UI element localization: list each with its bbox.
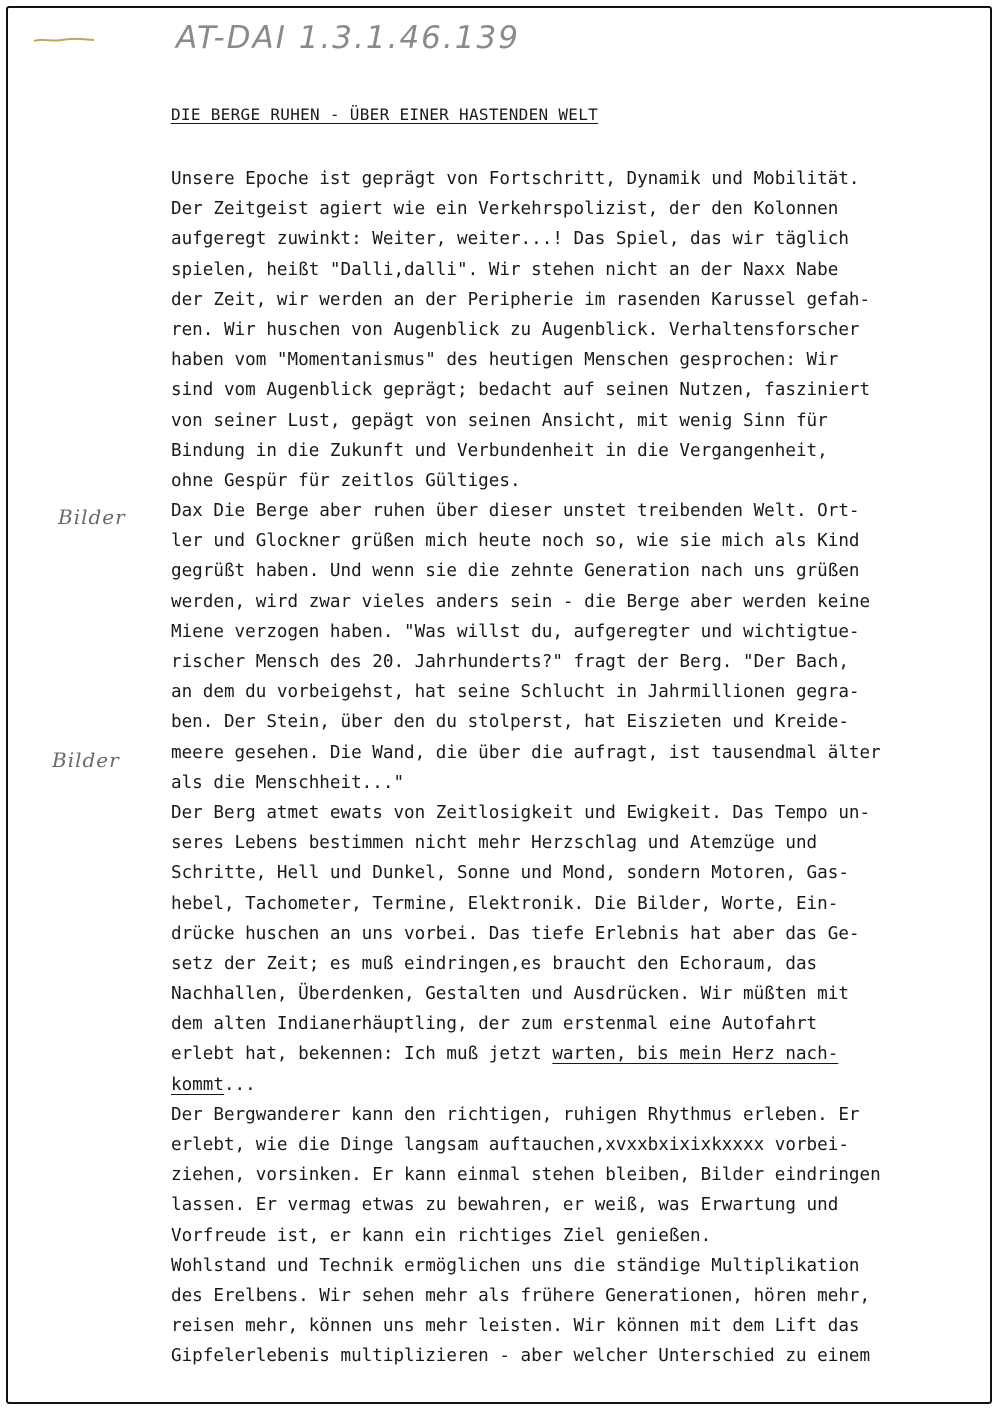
text-line: spielen, heißt "Dalli,dalli". Wir stehen nicht an der Naxx Nabe [171,259,839,280]
text-line: meere gesehen. Die Wand, die über die aufragt, ist tausendmal älter [171,742,881,763]
text-line: Unsere Epoche ist geprägt von Fortschritt, Dynamik und Mobilität. [171,169,860,189]
line-prefix: erlebt hat, bekennen: Ich muß jetzt [171,1044,553,1065]
text-line: der Zeit, wir werden an der Peripherie im rasenden Karussel gefah- [171,289,871,310]
text-line: rischer Mensch des 20. Jahrhunderts?" fragt der Berg. "Der Bach, [171,652,849,672]
text-line: Vorfreude ist, er kann ein richtiges Ziel genießen. [171,1225,712,1246]
underlined-phrase: warten, bis mein Herz nach- [552,1044,839,1065]
text-line: erlebt, wie die Dinge langsam auftauchen,xvxxbxixixkxxxx vorbei- [171,1135,849,1155]
margin-note: Bilder [52,748,120,772]
text-line: ziehen, vorsinken. Er kann einmal stehen bleiben, Bilder eindringen [171,1165,881,1186]
text-line: dem alten Indianerhäuptling, der zum erstenmal eine Autofahrt [171,1014,818,1035]
text-line: setz der Zeit; es muß eindringen,es braucht den Echoraum, das [171,953,818,974]
text-line: werden, wird zwar vieles anders sein - die Berge aber werden keine [171,591,871,612]
text-line: sind vom Augenblick geprägt; bedacht auf seinen Nutzen, fasziniert [171,380,871,401]
text-line: aufgeregt zuwinkt: Weiter, weiter...! Das Spiel, das wir täglich [171,229,849,250]
text-line: lassen. Er vermag etwas zu bewahren, er weiß, was Erwartung und [171,1195,839,1216]
text-line: hebel, Tachometer, Termine, Elektronik. Die Bilder, Worte, Ein- [171,893,839,914]
text-line: Der Berg atmet ewats von Zeitlosigkeit und Ewigkeit. Das Tempo un- [171,802,871,823]
text-line: Gipfelerlebenis multiplizieren - aber welcher Unterschied zu einem [171,1346,871,1367]
text-line-underlined [171,1070,991,1100]
text-line: Der Zeitgeist agiert wie ein Verkehrspolizist, der den Kolonnen [171,199,839,220]
text-line: von seiner Lust, gepägt von seinen Ansicht, mit wenig Sinn für [171,410,828,431]
text-line: seres Lebens bestimmen nicht mehr Herzschlag und Atemzüge und [171,833,818,854]
text-line-underlined [171,1039,991,1069]
text-line: drücke huschen an uns vorbei. Das tiefe Erlebnis hat aber das Ge- [171,923,860,944]
text-line: an dem du vorbeigehst, hat seine Schlucht in Jahrmillionen gegra- [171,682,860,703]
text-line: als die Menschheit..." [171,772,405,793]
text-line: Dax Die Berge aber ruhen über dieser unstet treibenden Welt. Ort- [171,501,860,522]
document-title: DIE BERGE RUHEN - ÜBER EINER HASTENDEN WELT [171,105,599,124]
text-line: ben. Der Stein, über den du stolperst, hat Eiszieten und Kreide- [171,712,849,733]
text-line: Wohlstand und Technik ermöglichen uns die ständige Multiplikation [171,1255,860,1276]
text-line: Nachhallen, Überdenken, Gestalten und Ausdrücken. Wir müßten mit [171,984,849,1005]
underlined-phrase-continued: kommt [171,1074,224,1095]
ellipsis: ... [223,1074,256,1095]
ink-mark-icon [32,36,96,44]
text-line: Der Bergwanderer kann den richtigen, ruhigen Rhythmus erleben. Er [171,1104,860,1125]
text-line: reisen mehr, können uns mehr leisten. Wir können mit dem Lift das [171,1316,860,1337]
text-line: des Erelbens. Wir sehen mehr als frühere Generationen, hören mehr, [171,1285,871,1306]
document-body [171,164,991,1372]
text-line: Schritte, Hell und Dunkel, Sonne und Mond, sondern Motoren, Gas- [171,863,849,884]
text-line: Bindung in die Zukunft und Verbundenheit in die Vergangenheit, [171,440,828,461]
text-line: ler und Glockner grüßen mich heute noch so, wie sie mich als Kind [171,531,860,552]
text-line: gegrüßt haben. Und wenn sie die zehnte Generation nach uns grüßen [171,561,860,582]
text-line: ohne Gespür für zeitlos Gültiges. [171,470,521,491]
text-line: ren. Wir huschen von Augenblick zu Augenblick. Verhaltensforscher [171,319,860,340]
text-line: Miene verzogen haben. "Was willst du, aufgeregter und wichtigtue- [171,621,860,642]
margin-note: Bilder [58,505,126,529]
archive-reference: AT-DAI 1.3.1.46.139 [176,20,520,56]
text-line: haben vom "Momentanismus" des heutigen Menschen gesprochen: Wir [171,350,839,371]
